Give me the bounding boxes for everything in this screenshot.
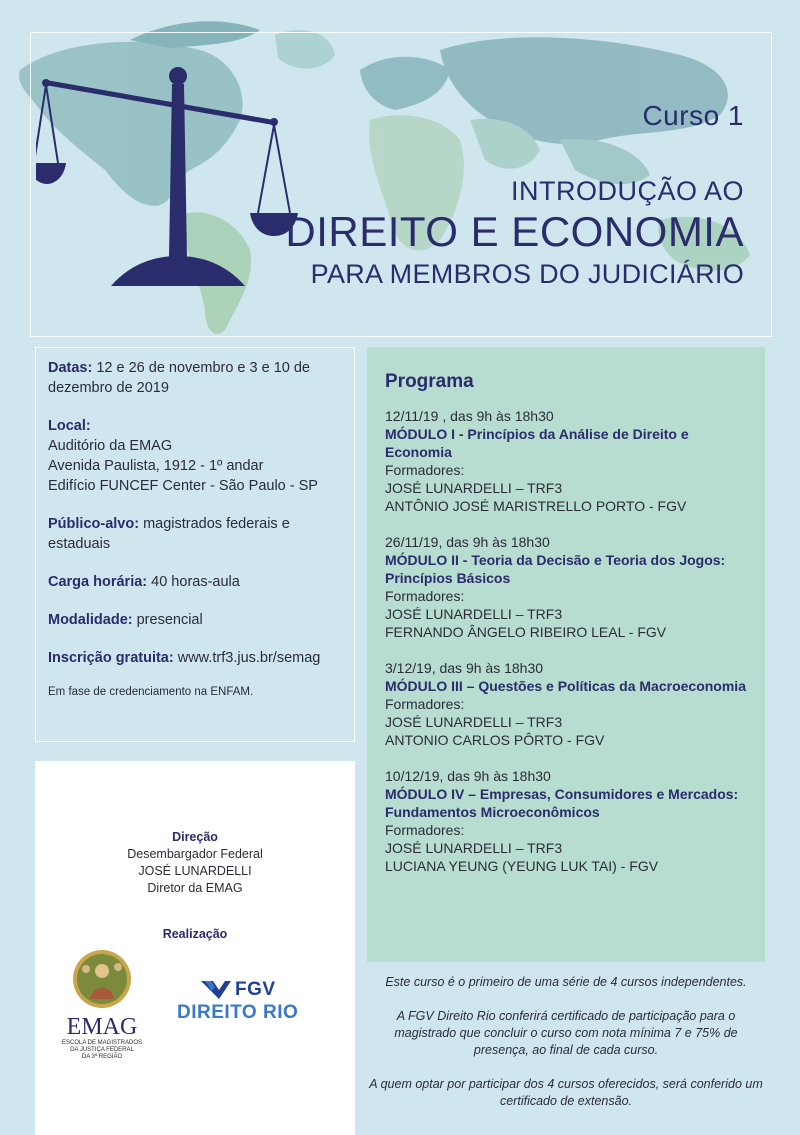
- accreditation-note: Em fase de credenciamento na ENFAM.: [48, 686, 254, 698]
- course-number: Curso 1: [642, 100, 744, 131]
- module-date: 10/12/19, das 9h às 18h30: [385, 768, 551, 784]
- registration-link[interactable]: www.trf3.jus.br/semag: [173, 650, 321, 666]
- dates-value: 12 e 26 de novembro e 3 e 10 de dezembro de 2019: [48, 360, 310, 396]
- module-name: MÓDULO IV – Empresas, Consumidores e Mercados: Fundamentos Microeconômicos: [385, 786, 739, 820]
- fgv-chevron-icon: [201, 981, 231, 999]
- location-info: [48, 416, 342, 496]
- emag-subtitle-2: DA JUSTIÇA FEDERAL: [70, 1047, 134, 1053]
- modality-info: [48, 610, 342, 630]
- direction-line-3: Diretor da EMAG: [147, 881, 243, 895]
- course-info-panel: [35, 347, 355, 742]
- audience-info: [48, 514, 342, 554]
- scales-of-justice-icon: [36, 58, 316, 308]
- module-formador: FERNANDO ÂNGELO RIBEIRO LEAL - FGV: [385, 624, 667, 640]
- location-label: Local:: [48, 418, 91, 434]
- module-date: 12/11/19 , das 9h às 18h30: [385, 408, 554, 424]
- module-date: 26/11/19, das 9h às 18h30: [385, 534, 550, 550]
- module-3: [385, 659, 747, 749]
- course-title: [285, 176, 744, 290]
- module-formador: JOSÉ LUNARDELLI – TRF3: [385, 480, 563, 496]
- program-title: Programa: [385, 371, 474, 392]
- note-certificate: A FGV Direito Rio conferirá certificado de participação para o magistrado que concluir o curso com nota mínima 7 e 75% de presença, ao final de cada curso.: [394, 1009, 738, 1057]
- emag-seal-icon: [72, 949, 132, 1009]
- module-formadores-label: Formadores:: [385, 822, 465, 838]
- location-line-2: Avenida Paulista, 1912 - 1º andar: [48, 458, 264, 474]
- emag-subtitle-3: DA 3ª REGIÃO: [81, 1054, 123, 1060]
- dates-label: Datas:: [48, 360, 93, 376]
- module-name: MÓDULO II - Teoria da Decisão e Teoria dos Jogos: Princípios Básicos: [385, 552, 726, 586]
- direction-line-2: JOSÉ LUNARDELLI: [138, 864, 252, 878]
- modality-label: Modalidade:: [48, 612, 133, 628]
- audience-value: magistrados federais e estaduais: [48, 516, 290, 552]
- module-formadores-label: Formadores:: [385, 462, 465, 478]
- fgv-wordmark: FGV: [235, 979, 276, 1000]
- module-formador: JOSÉ LUNARDELLI – TRF3: [385, 714, 563, 730]
- fgv-top-row: [201, 979, 307, 1001]
- direction-block: [35, 829, 355, 897]
- location-line-1: Auditório da EMAG: [48, 438, 173, 454]
- workload-value: 40 horas-aula: [147, 574, 240, 590]
- direction-line-1: Desembargador Federal: [127, 847, 263, 861]
- module-formadores-label: Formadores:: [385, 696, 465, 712]
- module-name: MÓDULO III – Questões e Políticas da Macroeconomia: [385, 678, 746, 694]
- module-formador: ANTONIO CARLOS PÔRTO - FGV: [385, 732, 605, 748]
- workload-info: [48, 572, 342, 592]
- module-date: 3/12/19, das 9h às 18h30: [385, 660, 544, 676]
- workload-label: Carga horária:: [48, 574, 148, 590]
- note-series: Este curso é o primeiro de uma série de 4 cursos independentes.: [385, 975, 747, 989]
- module-2: [385, 533, 747, 641]
- course-notes: [367, 974, 765, 1127]
- realization-label: Realização: [162, 927, 228, 941]
- direction-panel: [35, 761, 355, 1135]
- location-line-3: Edifício FUNCEF Center - São Paulo - SP: [48, 478, 318, 494]
- module-name: MÓDULO I - Princípios da Análise de Direito e Economia: [385, 426, 689, 460]
- audience-label: Público-alvo:: [48, 516, 140, 532]
- registration-info: [48, 648, 342, 668]
- modality-value: presencial: [132, 612, 203, 628]
- emag-subtitle-1: ESCOLA DE MAGISTRADOS: [61, 1040, 143, 1046]
- registration-label: Inscrição gratuita:: [48, 650, 174, 666]
- dates-info: [48, 358, 342, 398]
- module-formador: JOSÉ LUNARDELLI – TRF3: [385, 840, 563, 856]
- title-line-1: INTRODUÇÃO AO: [510, 176, 744, 206]
- fgv-direito-rio-logo: [177, 979, 307, 1024]
- module-1: [385, 407, 747, 515]
- module-formador: LUCIANA YEUNG (YEUNG LUK TAI) - FGV: [385, 858, 659, 874]
- program-panel: [367, 347, 765, 962]
- title-line-2: DIREITO E ECONOMIA: [285, 208, 744, 255]
- module-formador: ANTÔNIO JOSÉ MARISTRELLO PORTO - FGV: [385, 498, 687, 514]
- emag-logo: [61, 949, 143, 1069]
- emag-wordmark: EMAG: [66, 1014, 138, 1040]
- module-formador: JOSÉ LUNARDELLI – TRF3: [385, 606, 563, 622]
- module-formadores-label: Formadores:: [385, 588, 465, 604]
- note-extension: A quem optar por participar dos 4 cursos oferecidos, será conferido um certificado de extensão.: [369, 1077, 763, 1108]
- direito-rio-wordmark: DIREITO RIO: [177, 1002, 299, 1023]
- title-line-3: PARA MEMBROS DO JUDICIÁRIO: [310, 259, 744, 290]
- direction-heading: Direção: [172, 830, 218, 844]
- module-4: [385, 767, 747, 875]
